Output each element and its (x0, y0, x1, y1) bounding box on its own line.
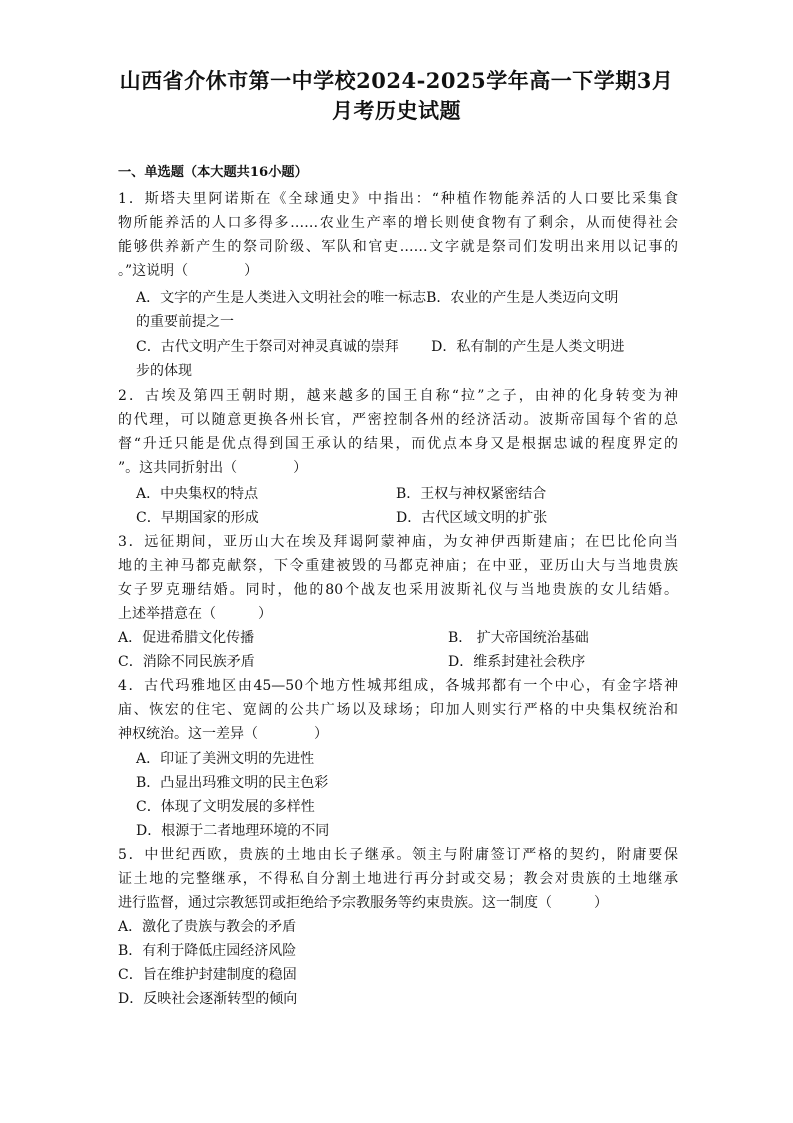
question-2-line-4: ”。这共同折射出（ ） (118, 460, 308, 476)
question-4-option-d[interactable]: D．根源于二者地理环境的不同 (136, 823, 330, 839)
question-5-line-3: 进行监督，通过宗教惩罚或拒绝给予宗教服务等约束贵族。这一制度（ ） (118, 895, 608, 911)
question-5-line-1: 5．中世纪西欧，贵族的土地由长子继承。领主与附庸签订严格的契约，附庸要保 (118, 847, 678, 863)
question-4-line-1: 4．古代玛雅地区由45—50个地方性城邦组成，各城邦都有一个中心，有金字塔神 (118, 678, 678, 694)
question-4-option-b[interactable]: B．凸显出玛雅文明的民主色彩 (136, 775, 329, 791)
question-5-option-a[interactable]: A．激化了贵族与教会的矛盾 (118, 919, 297, 935)
question-2-line-2: 的代理，可以随意更换各州长官，严密控制各州的经济活动。波斯帝国每个省的总 (118, 412, 678, 428)
document-title-line2: 月考历史试题 (332, 98, 461, 123)
document-title-line1: 山西省介休市第一中学校2024-2025学年高一下学期3月 (119, 68, 674, 93)
question-4-option-c[interactable]: C．体现了文明发展的多样性 (136, 799, 315, 815)
question-2-line-3: 督“升迁只能是优点得到国王承认的结果，而优点本身又是根据忠诚的程度界定的 (118, 436, 678, 452)
question-3-option-b[interactable]: B． 扩大帝国统治基础 (448, 630, 589, 646)
question-3-line-1: 3．远征期间，亚历山大在埃及拜谒阿蒙神庙，为女神伊西斯建庙；在巴比伦向当 (118, 534, 678, 550)
question-2-option-a[interactable]: A．中央集权的特点 (136, 486, 259, 502)
question-2-option-c[interactable]: C．早期国家的形成 (136, 510, 259, 526)
question-4-line-3: 神权统治。这一差异（ ） (118, 726, 328, 742)
question-5-option-d[interactable]: D．反映社会逐渐转型的倾向 (118, 991, 298, 1007)
question-3-option-a[interactable]: A．促进希腊文化传播 (118, 630, 255, 646)
question-1-option-a[interactable]: A．文字的产生是人类进入文明社会的唯一标志B．农业的产生是人类迈向文明 (136, 290, 619, 306)
question-1-line-1: 1．斯塔夫里阿诺斯在《全球通史》中指出：“种植作物能养活的人口要比采集食 (118, 191, 678, 207)
question-4-option-a[interactable]: A．印证了美洲文明的先进性 (136, 751, 315, 767)
question-3-line-3: 女子罗克珊结婚。同时，他的80个战友也采用波斯礼仪与当地贵族的女儿结婚。 (118, 582, 678, 598)
question-1-line-3: 能够供养新产生的祭司阶级、军队和官吏……文字就是祭司们发明出来用以记事的 (118, 239, 678, 255)
question-1-option-c[interactable]: C．古代文明产生于祭司对神灵真诚的崇拜 D．私有制的产生是人类文明进 (136, 339, 625, 355)
question-1-option-b-cont: 的重要前提之一 (136, 314, 234, 330)
question-2-line-1: 2．古埃及第四王朝时期，越来越多的国王自称“拉”之子，由神的化身转变为神 (118, 388, 678, 404)
question-1-line-4: 。”这说明（ ） (118, 263, 259, 279)
question-3-line-2: 地的主神马都克献祭，下令重建被毁的马都克神庙；在中亚，亚历山大与当地贵族 (118, 558, 678, 574)
section-heading: 一、单选题（本大题共16小题） (118, 165, 308, 180)
question-1-line-2: 物所能养活的人口多得多……农业生产率的增长则使食物有了剩余，从而使得社会 (118, 215, 678, 231)
question-5-line-2: 证土地的完整继承，不得私自分割土地进行再分封或交易；教会对贵族的土地继承 (118, 871, 678, 887)
question-3-line-4: 上述举措意在（ ） (118, 606, 272, 622)
question-3-option-d[interactable]: D．维系封建社会秩序 (448, 654, 586, 670)
question-4-line-2: 庙、恢宏的住宅、宽阔的公共广场以及球场；印加人则实行严格的中央集权统治和 (118, 702, 678, 718)
question-1-option-d-cont: 步的体现 (136, 363, 192, 379)
question-2-option-d[interactable]: D．古代区域文明的扩张 (396, 510, 548, 526)
question-3-option-c[interactable]: C．消除不同民族矛盾 (118, 654, 255, 670)
question-5-option-c[interactable]: C．旨在维护封建制度的稳固 (118, 967, 297, 983)
question-2-option-b[interactable]: B．王权与神权紧密结合 (396, 486, 547, 502)
question-5-option-b[interactable]: B．有利于降低庄园经济风险 (118, 943, 297, 959)
